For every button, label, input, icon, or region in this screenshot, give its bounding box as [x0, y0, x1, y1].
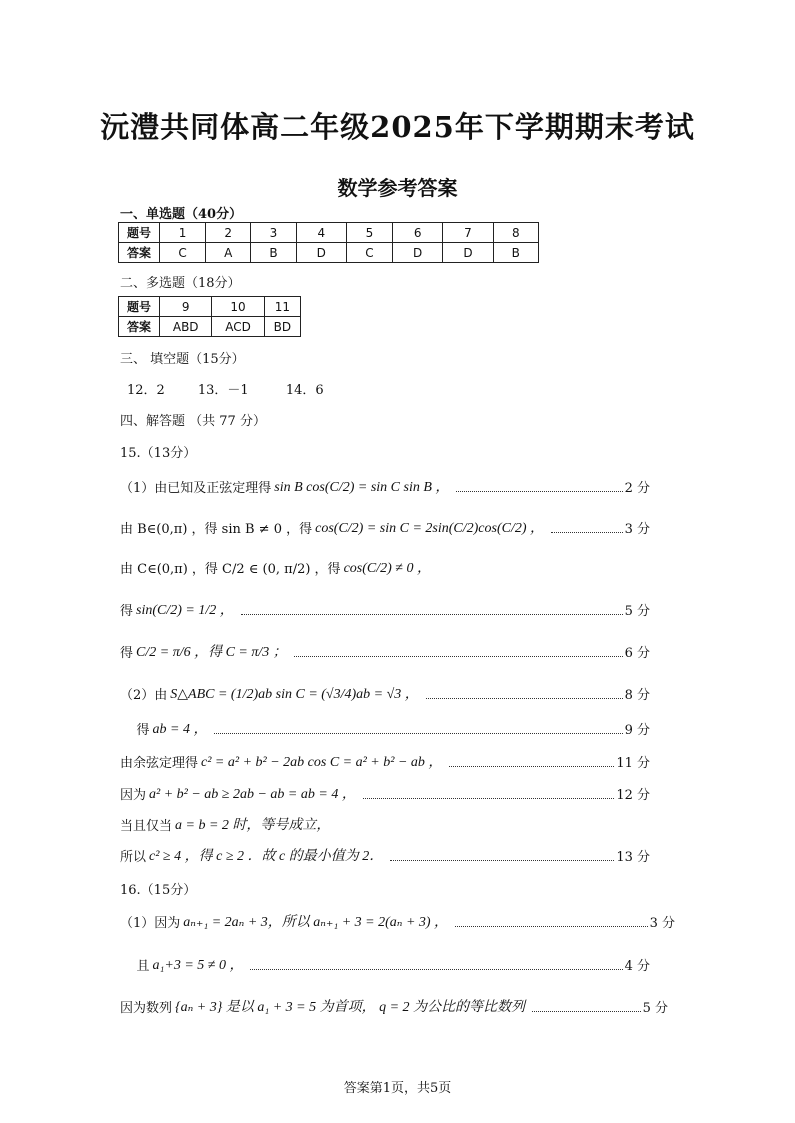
section-single-choice-heading: 一、单选题（40分）: [120, 207, 243, 222]
question-number: 1: [160, 223, 206, 243]
step-text: 得: [120, 722, 150, 738]
leader-dots: [390, 860, 614, 861]
step-score: 3 分: [624, 521, 650, 537]
answer-cell: ABD: [160, 317, 212, 337]
row-label-number: 题号: [119, 297, 160, 317]
step-text: （1）因为: [120, 915, 181, 931]
q16-step: [120, 951, 650, 977]
step-text: 得: [120, 603, 134, 619]
leader-dots: [294, 656, 623, 657]
step-formula: ab = 4 ，: [152, 722, 208, 737]
q15-step: [120, 842, 650, 868]
answer-cell: BD: [264, 317, 300, 337]
step-formula: a₁+3 = 5 ≠ 0 ，: [152, 958, 244, 973]
table-row-answers: [119, 317, 301, 337]
q15-step: [120, 748, 650, 774]
answer-key-subtitle: 数学参考答案: [337, 176, 458, 200]
step-score: 5 分: [624, 603, 650, 619]
step-text: （2）由: [120, 687, 168, 703]
table-row-numbers: [119, 297, 301, 317]
step-score: 3 分: [649, 915, 675, 931]
leader-dots: [241, 614, 623, 615]
step-text: （1）由已知及正弦定理得: [120, 480, 272, 496]
leader-dots: [449, 766, 614, 767]
q16-step: [120, 908, 675, 934]
step-formula: C/2 = π/6 ，得 C = π/3 ；: [136, 645, 287, 660]
step-text: 因为: [120, 787, 147, 803]
answer-cell: D: [393, 243, 443, 263]
answer-cell: C: [346, 243, 392, 263]
step-score: 5 分: [642, 1000, 668, 1016]
step-text: 由余弦定理得: [120, 755, 199, 771]
step-formula: a = b = 2 时，等号成立，: [175, 818, 331, 833]
answer-cell: C: [160, 243, 206, 263]
question-number: 5: [346, 223, 392, 243]
question-number: 10: [212, 297, 264, 317]
step-formula: cos(C/2) = sin C = 2sin(C/2)cos(C/2) ，: [315, 521, 545, 536]
answer-cell: D: [443, 243, 493, 263]
answer-cell: B: [251, 243, 296, 263]
step-formula: S△ABC = (1/2)ab sin C = (√3/4)ab = √3 ，: [170, 687, 419, 702]
answer-cell: ACD: [212, 317, 264, 337]
row-label-answer: 答案: [119, 243, 160, 263]
table-row-answers: [119, 243, 539, 263]
question-number: 11: [264, 297, 300, 317]
section-multi-choice-heading: 二、多选题（18分）: [120, 276, 241, 291]
question-number: 9: [160, 297, 212, 317]
leader-dots: [363, 798, 614, 799]
page-footer: 答案第1页，共5页: [343, 1081, 452, 1096]
q15-step: [120, 514, 650, 540]
step-score: 11 分: [616, 755, 650, 771]
section-solutions-heading: 四、解答题 （共 77 分）: [120, 414, 266, 429]
step-score: 9 分: [624, 722, 650, 738]
step-score: 4 分: [624, 958, 650, 974]
step-formula: a² + b² − ab ≥ 2ab − ab = ab = 4 ，: [149, 787, 356, 802]
answer-cell: A: [206, 243, 251, 263]
leader-dots: [456, 491, 622, 492]
q15-step: [120, 680, 650, 706]
multi-choice-table: [118, 296, 301, 337]
step-formula: {aₙ + 3} 是以 a₁ + 3 = 5 为首项， q = 2 为公比的等比数列: [175, 1000, 526, 1015]
step-text: 因为数列: [120, 1000, 173, 1016]
question-number: 7: [443, 223, 493, 243]
step-formula: c² ≥ 4 ，得 c ≥ 2 ．故 c 的最小值为 2．: [149, 849, 384, 864]
step-text: 得: [120, 645, 134, 661]
step-score: 2 分: [624, 480, 650, 496]
row-label-answer: 答案: [119, 317, 160, 337]
q15-step: [120, 638, 650, 664]
q15-step: [120, 811, 650, 837]
leader-dots: [455, 926, 648, 927]
step-formula: sin(C/2) = 1/2 ，: [136, 603, 234, 618]
q15-step: [120, 780, 650, 806]
q15-heading: 15.（13分）: [120, 446, 197, 461]
answer-cell: D: [296, 243, 346, 263]
question-number: 3: [251, 223, 296, 243]
question-number: 2: [206, 223, 251, 243]
step-formula: c² = a² + b² − 2ab cos C = a² + b² − ab ，: [201, 755, 443, 770]
table-row-numbers: [119, 223, 539, 243]
answer-cell: B: [493, 243, 538, 263]
step-text: 当且仅当: [120, 818, 173, 834]
step-text: 由 C∈(0,π) ，得 C/2 ∈ (0, π/2) ，得: [120, 561, 341, 577]
exam-title: 沅澧共同体高二年级2025年下学期期末考试: [100, 110, 695, 144]
step-score: 12 分: [616, 787, 650, 803]
step-text: 由 B∈(0,π) ，得 sin B ≠ 0 ，得: [120, 521, 313, 537]
section-fill-in-heading: 三、 填空题（15分）: [120, 352, 245, 367]
leader-dots: [250, 969, 622, 970]
step-formula: cos(C/2) ≠ 0 ，: [343, 561, 431, 576]
row-label-number: 题号: [119, 223, 160, 243]
leader-dots: [214, 733, 622, 734]
q15-step: [120, 596, 650, 622]
fill-in-answers: 12．2 13．－1 14．6: [127, 383, 324, 398]
q15-step: [120, 473, 650, 499]
step-formula: sin B cos(C/2) = sin C sin B ，: [274, 480, 450, 495]
leader-dots: [426, 698, 623, 699]
single-choice-table: [118, 222, 539, 263]
q15-step: [120, 715, 650, 741]
step-text: 且: [120, 958, 150, 974]
leader-dots: [551, 532, 623, 533]
step-score: 8 分: [624, 687, 650, 703]
step-formula: aₙ₊₁ = 2aₙ + 3，所以 aₙ₊₁ + 3 = 2(aₙ + 3) ，: [183, 915, 449, 930]
question-number: 6: [393, 223, 443, 243]
q16-heading: 16.（15分）: [120, 883, 197, 898]
step-text: 所以: [120, 849, 147, 865]
leader-dots: [532, 1011, 641, 1012]
q15-step: [120, 554, 650, 580]
step-score: 13 分: [616, 849, 650, 865]
question-number: 8: [493, 223, 538, 243]
question-number: 4: [296, 223, 346, 243]
q16-step: [120, 993, 668, 1019]
step-score: 6 分: [624, 645, 650, 661]
